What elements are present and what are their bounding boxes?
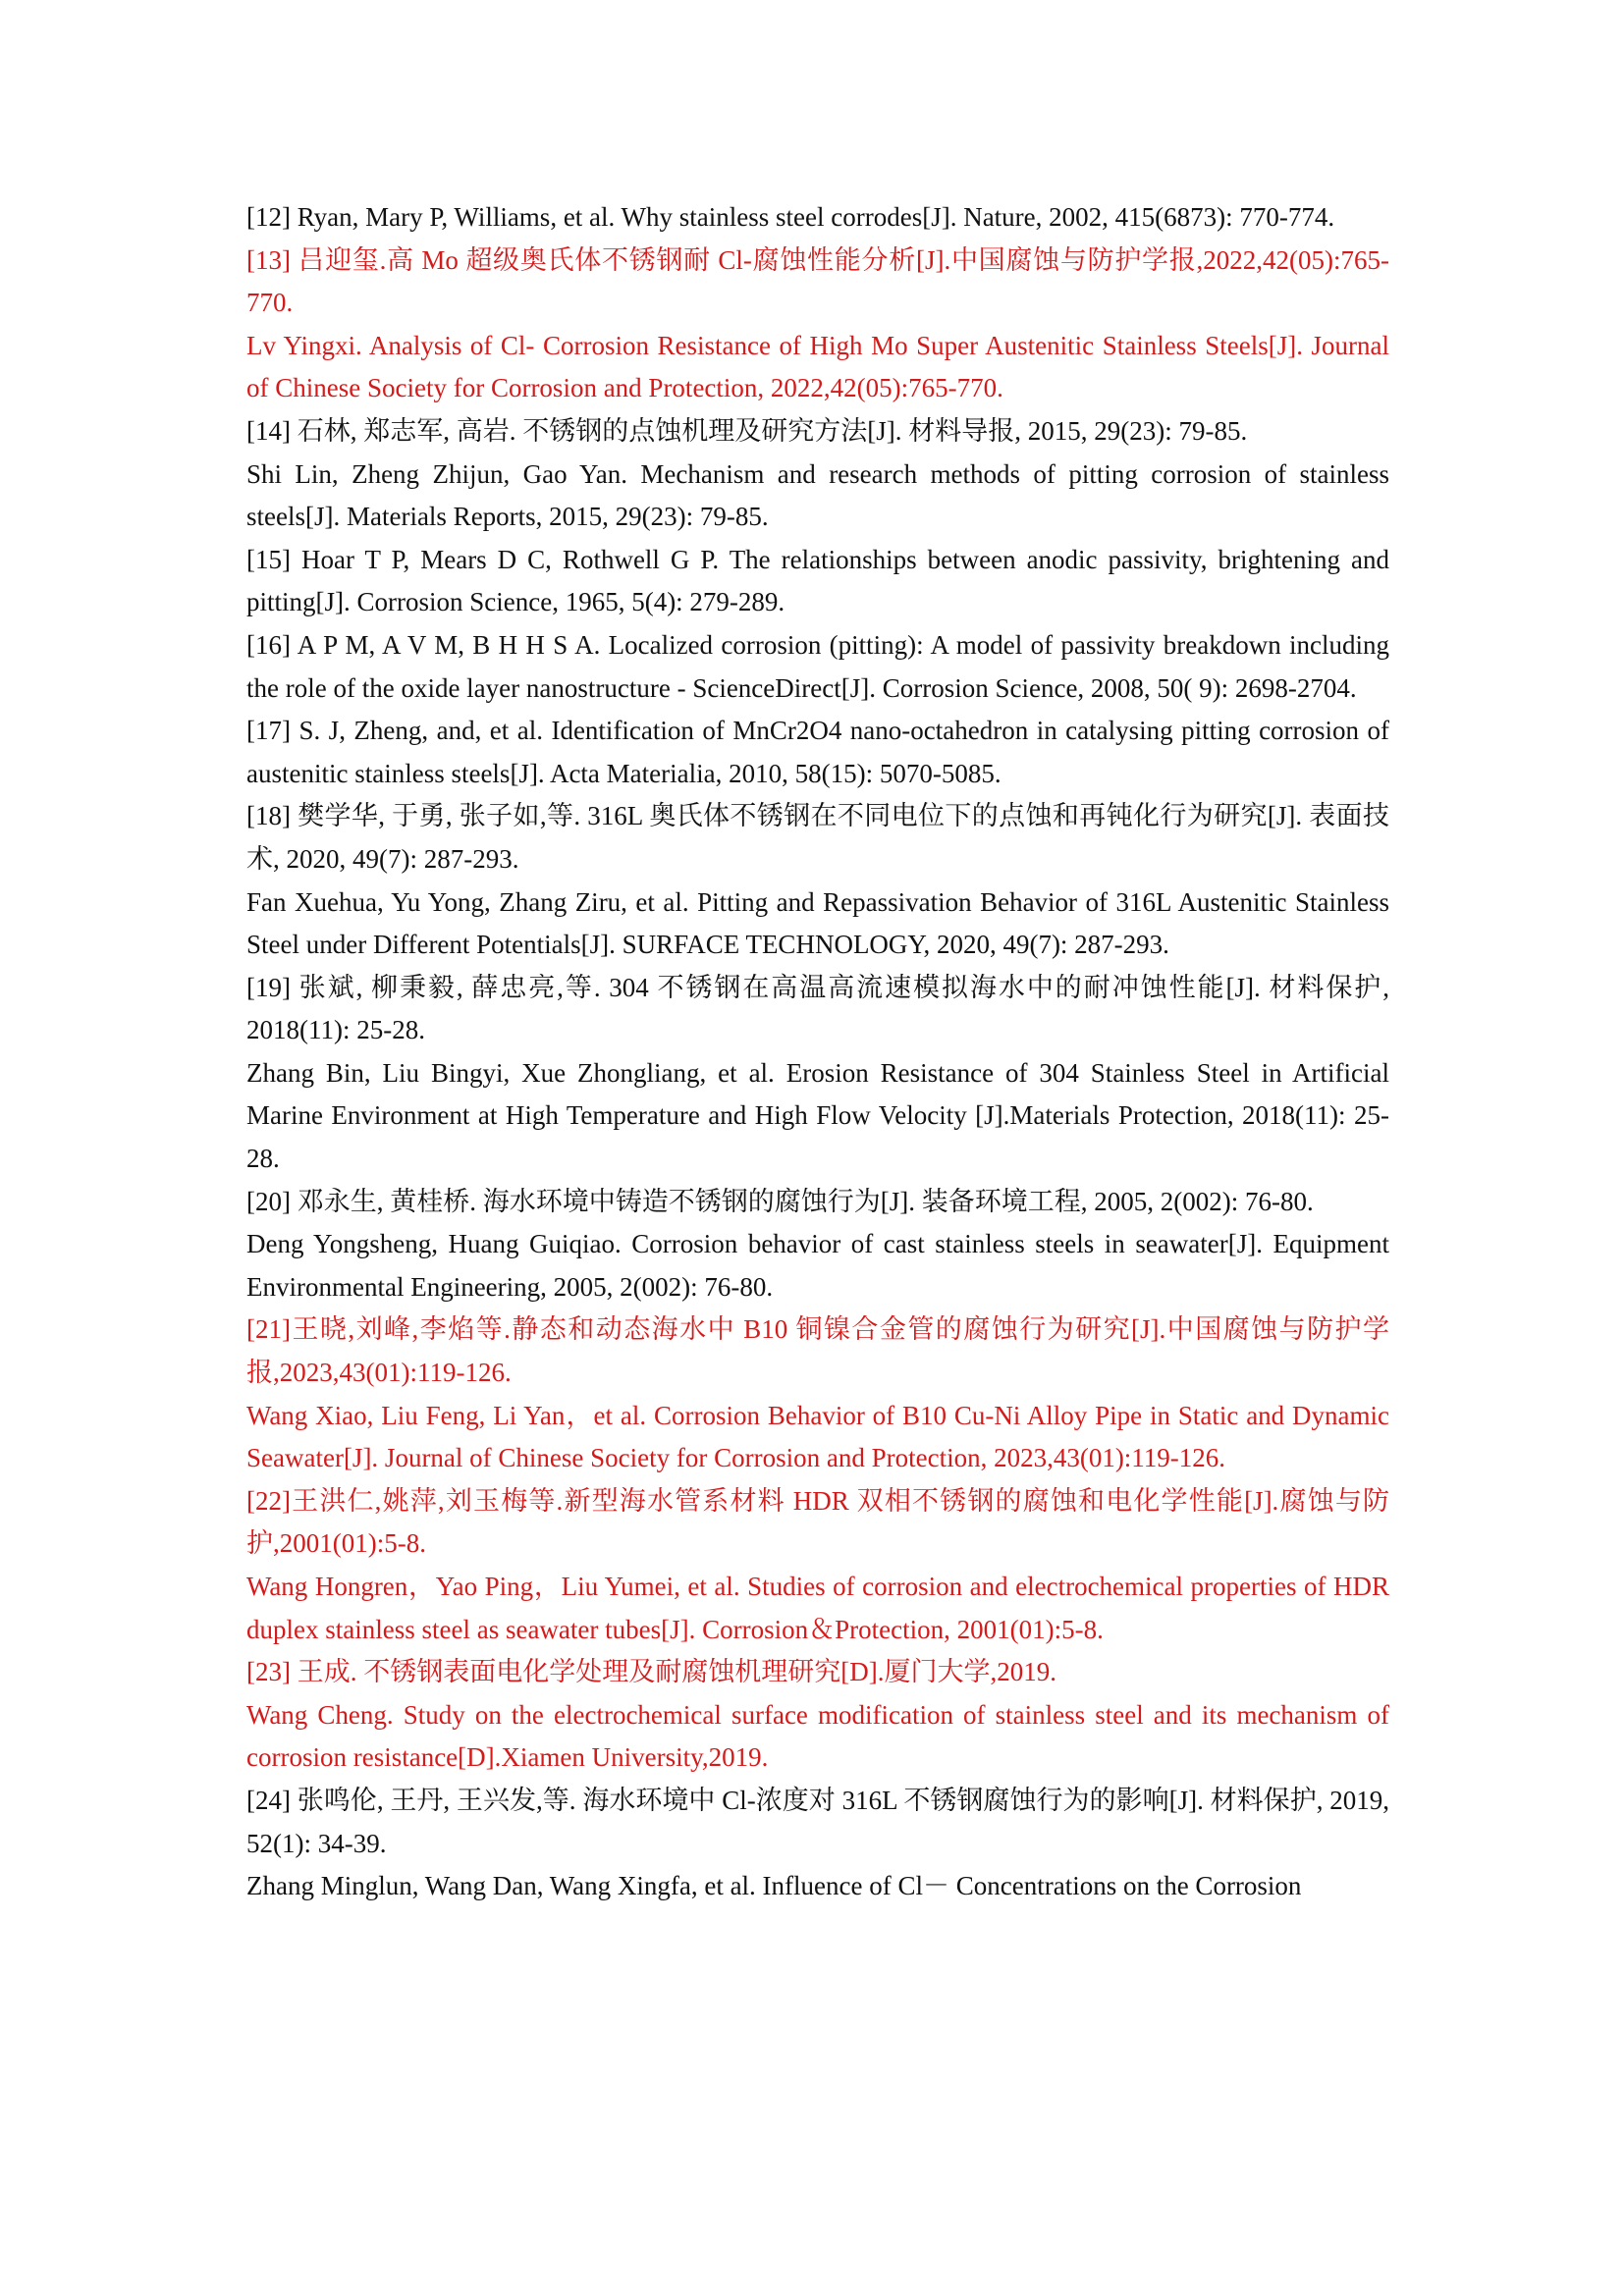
- reference-entry: [18] 樊学华, 于勇, 张子如,等. 316L 奥氏体不锈钢在不同电位下的点蚀和再钝化行为研究[J]. 表面技术, 2020, 49(7): 287-293.: [246, 801, 1389, 874]
- reference-entry: [17] S. J, Zheng, and, et al. Identification of MnCr2O4 nano-octahedron in catalysing pitting corrosion of austenitic stainless steels[J]. Acta Materialia, 2010, 58(15): 5070-5085.: [246, 716, 1389, 788]
- reference-entry-translation: Zhang Bin, Liu Bingyi, Xue Zhongliang, et al. Erosion Resistance of 304 Stainless Steel in Artificial Marine Environment at High Temperature and High Flow Velocity [J].Materials Protection, 2018(11): 25-28.: [246, 1057, 1389, 1174]
- reference-entry: [15] Hoar T P, Mears D C, Rothwell G P. The relationships between anodic passivity, brightening and pitting[J]. Corrosion Science, 1965, 5(4): 279-289.: [246, 544, 1389, 617]
- reference-entry: [23] 王成. 不锈钢表面电化学处理及耐腐蚀机理研究[D].厦门大学,2019.: [246, 1657, 1056, 1687]
- reference-entry-translation: Wang Xiao, Liu Feng, Li Yan，et al. Corrosion Behavior of B10 Cu-Ni Alloy Pipe in Static and Dynamic Seawater[J]. Journal of Chinese Society for Corrosion and Protection, 2023,43(01):119-126.: [246, 1400, 1389, 1473]
- reference-entry: [12] Ryan, Mary P, Williams, et al. Why stainless steel corrodes[J]. Nature, 2002, 415(6873): 770-774.: [246, 202, 1335, 232]
- reference-entry-translation: Zhang Minglun, Wang Dan, Wang Xingfa, et al. Influence of Cl－ Concentrations on the Corrosion: [246, 1871, 1302, 1901]
- reference-entry: [22]王洪仁,姚萍,刘玉梅等.新型海水管系材料 HDR 双相不锈钢的腐蚀和电化学性能[J].腐蚀与防护,2001(01):5-8.: [246, 1485, 1389, 1559]
- reference-entry-translation: Lv Yingxi. Analysis of Cl- Corrosion Resistance of High Mo Super Austenitic Stainless Steels[J]. Journal of Chinese Society for Corrosion and Protection, 2022,42(05):765-770.: [246, 330, 1389, 403]
- reference-entry-translation: Deng Yongsheng, Huang Guiqiao. Corrosion behavior of cast stainless steels in seawater[J]. Equipment Environmental Engineering, 2005, 2(002): 76-80.: [246, 1229, 1389, 1302]
- reference-entry: [13] 吕迎玺.高 Mo 超级奥氏体不锈钢耐 Cl-腐蚀性能分析[J].中国腐蚀与防护学报,2022,42(05):765-770.: [246, 244, 1389, 318]
- reference-entry: [21]王晓,刘峰,李焰等.静态和动态海水中 B10 铜镍合金管的腐蚀行为研究[J].中国腐蚀与防护学报,2023,43(01):119-126.: [246, 1314, 1389, 1388]
- reference-entry-translation: Wang Cheng. Study on the electrochemical surface modification of stainless steel and its mechanism of corrosion resistance[D].Xiamen University,2019.: [246, 1699, 1389, 1773]
- reference-entry-translation: Fan Xuehua, Yu Yong, Zhang Ziru, et al. Pitting and Repassivation Behavior of 316L Austenitic Stainless Steel under Different Potentials[J]. SURFACE TECHNOLOGY, 2020, 49(7): 287-293.: [246, 886, 1389, 960]
- reference-entry: [14] 石林, 郑志军, 高岩. 不锈钢的点蚀机理及研究方法[J]. 材料导报, 2015, 29(23): 79-85.: [246, 415, 1248, 446]
- reference-entry: [19] 张斌, 柳秉毅, 薛忠亮,等. 304 不锈钢在高温高流速模拟海水中的耐冲蚀性能[J]. 材料保护, 2018(11): 25-28.: [246, 972, 1389, 1045]
- reference-entry: [20] 邓永生, 黄桂桥. 海水环境中铸造不锈钢的腐蚀行为[J]. 装备环境工程, 2005, 2(002): 76-80.: [246, 1186, 1314, 1216]
- reference-entry-translation: Wang Hongren，Yao Ping，Liu Yumei, et al. Studies of corrosion and electrochemical properties of HDR duplex stainless steel as seawater tubes[J]. Corrosion＆Protection, 2001(01):5-8.: [246, 1572, 1389, 1644]
- reference-list: [246, 196, 1389, 1908]
- reference-entry-translation: Shi Lin, Zheng Zhijun, Gao Yan. Mechanism and research methods of pitting corrosion of stainless steels[J]. Materials Reports, 2015, 29(23): 79-85.: [246, 458, 1389, 532]
- reference-entry: [24] 张鸣伦, 王丹, 王兴发,等. 海水环境中 Cl-浓度对 316L 不锈钢腐蚀行为的影响[J]. 材料保护, 2019, 52(1): 34-39.: [246, 1785, 1389, 1858]
- reference-entry: [16] A P M, A V M, B H H S A. Localized corrosion (pitting): A model of passivity breakdown including the role of the oxide layer nanostructure - ScienceDirect[J]. Corrosion Science, 2008, 50( 9): 2698-2704.: [246, 629, 1389, 703]
